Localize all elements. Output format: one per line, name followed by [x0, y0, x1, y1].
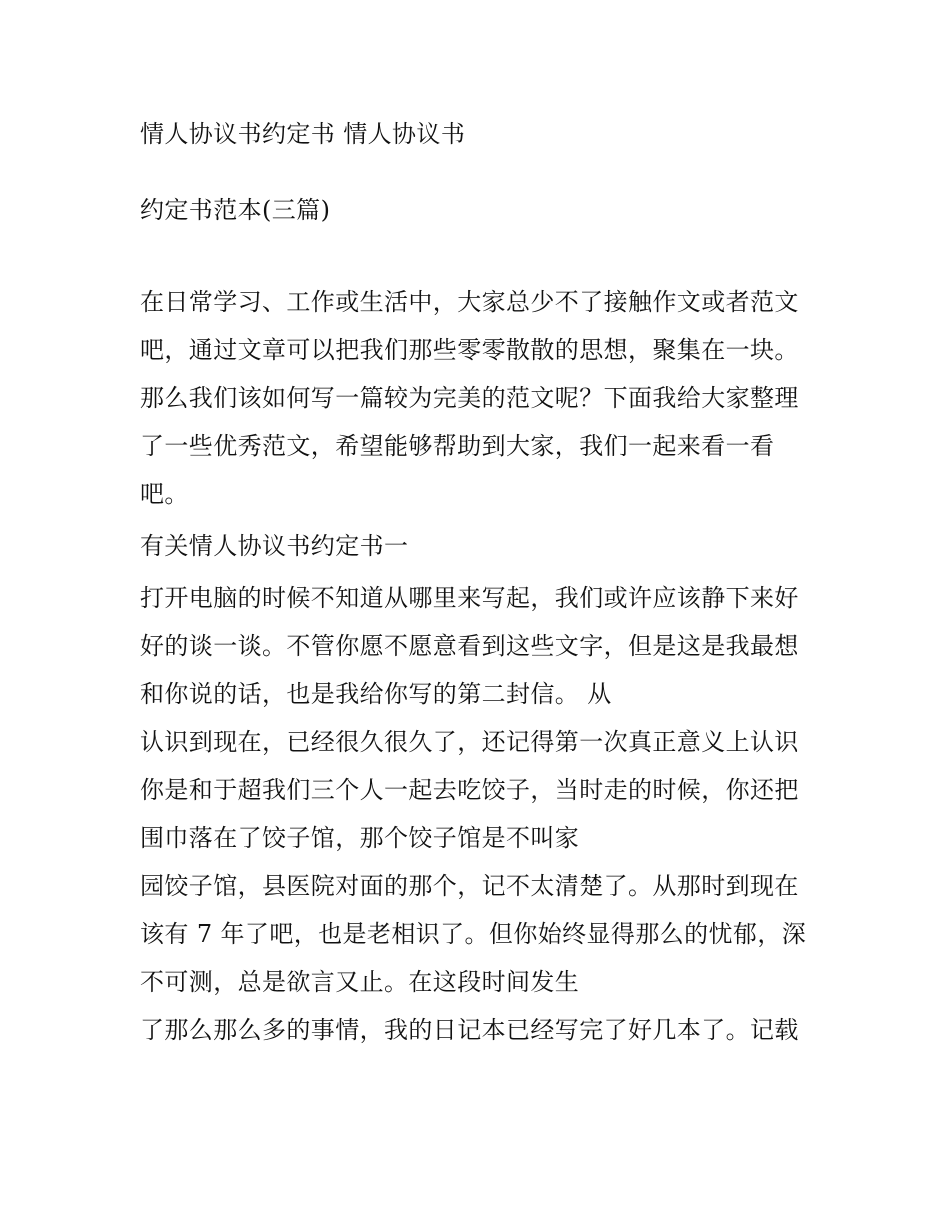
text-line: 吧。 [140, 480, 189, 508]
text-line: 认识到现在，已经很久很久了，还记得第一次真正意义上认识 [140, 728, 799, 756]
text-line: 那么我们该如何写一篇较为完美的范文呢？下面我给大家整理 [140, 384, 799, 412]
text-line: 在日常学习、工作或生活中，大家总少不了接触作文或者范文 [140, 288, 799, 316]
title-line: 情人协议书约定书 情人协议书 [140, 120, 466, 148]
document-body [140, 278, 830, 1054]
intro-paragraph [140, 278, 830, 518]
document-title [140, 110, 830, 262]
section-heading: 有关情人协议书约定书一 [140, 532, 409, 560]
title-line: 约定书范本(三篇) [140, 196, 331, 224]
text-line: 该有 7 年了吧，也是老相识了。但你始终显得那么的忧郁，深 [140, 920, 807, 948]
text-line: 了一些优秀范文，希望能够帮助到大家，我们一起来看一看 [140, 432, 775, 460]
section-paragraph [140, 574, 830, 1054]
text-line: 吧，通过文章可以把我们那些零零散散的思想，聚集在一块。 [140, 336, 799, 364]
text-line: 了那么那么多的事情，我的日记本已经写完了好几本了。记载 [140, 1016, 799, 1044]
text-line: 打开电脑的时候不知道从哪里来写起，我们或许应该静下来好 [140, 584, 799, 612]
text-line: 围巾落在了饺子馆，那个饺子馆是不叫家 [140, 824, 580, 852]
text-line: 园饺子馆，县医院对面的那个，记不太清楚了。从那时到现在 [140, 872, 799, 900]
text-line: 不可测，总是欲言又止。在这段时间发生 [140, 968, 580, 996]
text-line: 和你说的话，也是我给你写的第二封信。 从 [140, 680, 612, 708]
text-line: 你是和于超我们三个人一起去吃饺子，当时走的时候，你还把 [140, 776, 799, 804]
text-line: 好的谈一谈。不管你愿不愿意看到这些文字，但是这是我最想 [140, 632, 799, 660]
